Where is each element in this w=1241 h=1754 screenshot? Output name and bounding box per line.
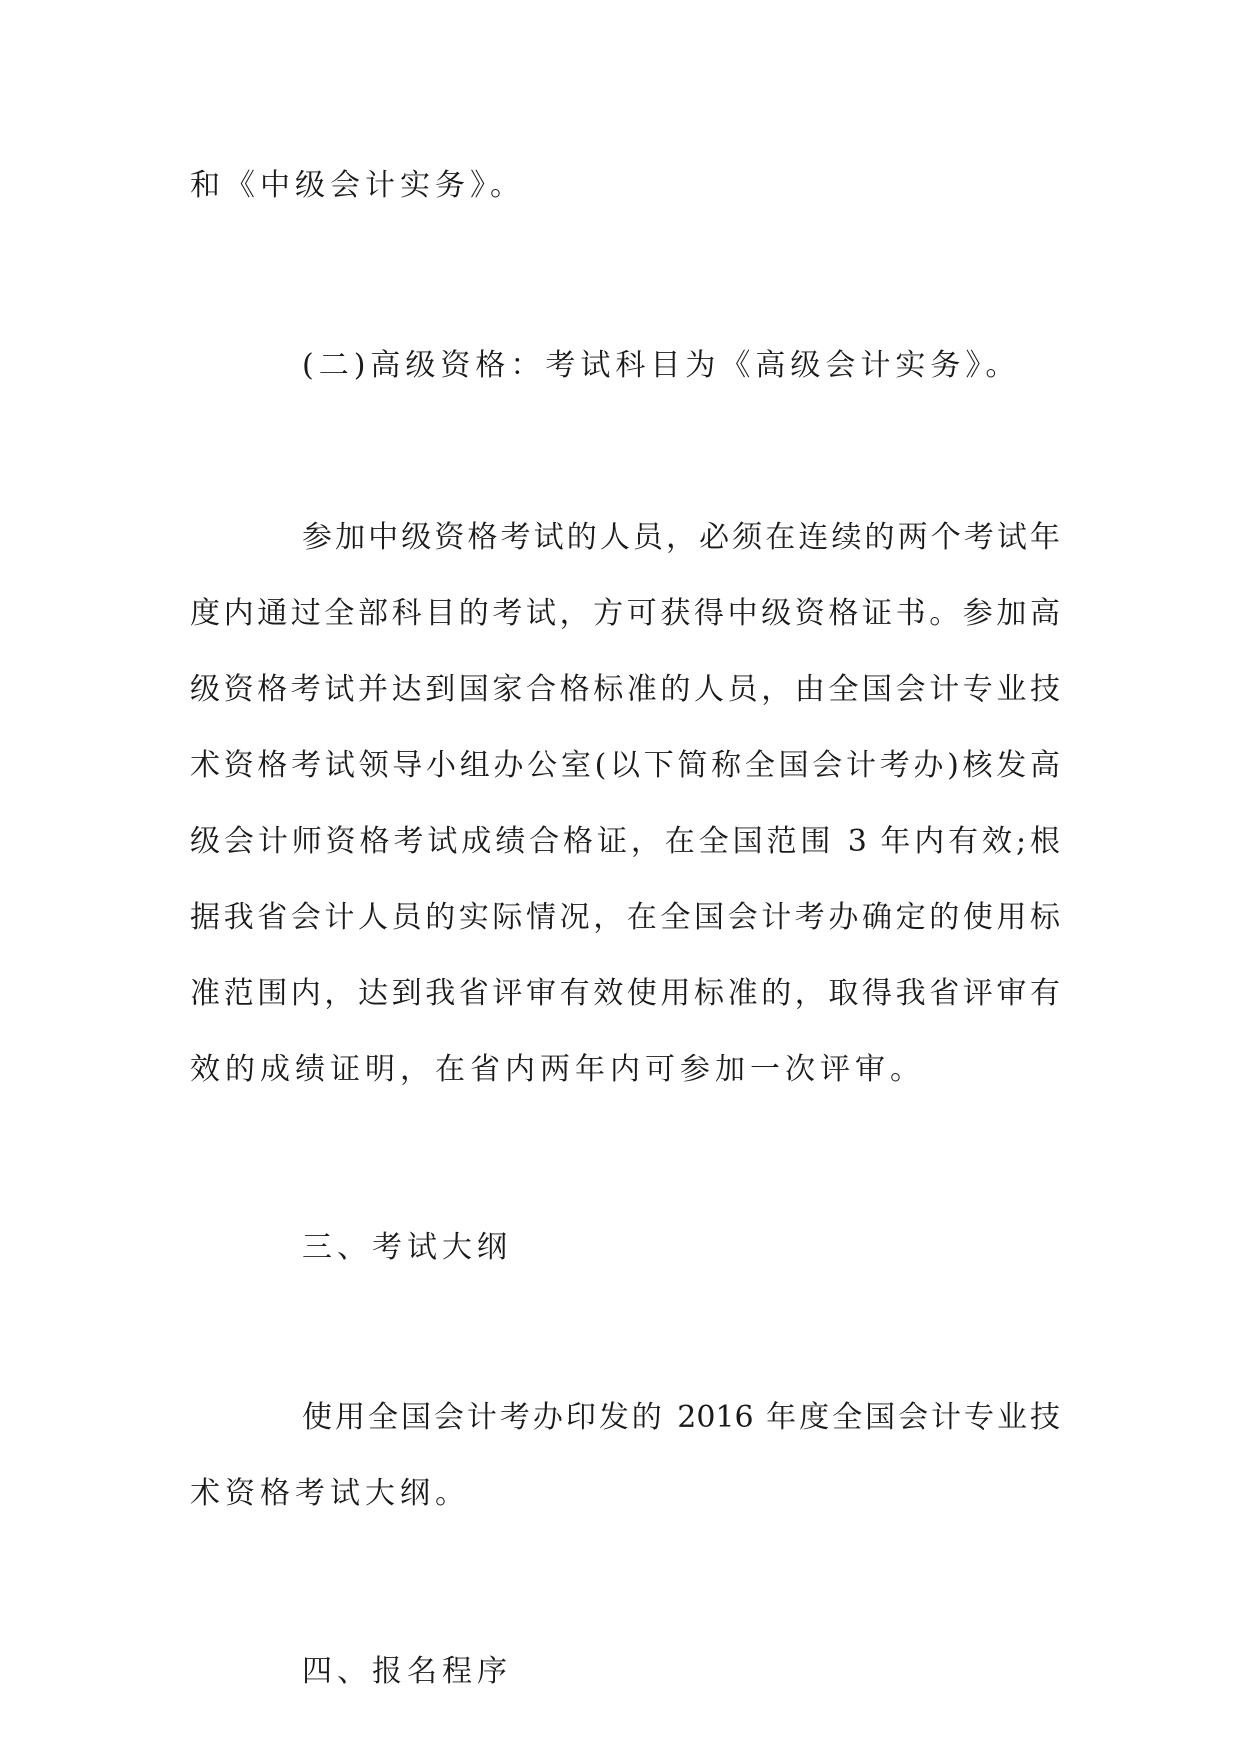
paragraph-line: 参加中级资格考试的人员，必须在连续的两个考试年 — [302, 520, 1060, 555]
paragraph-line: 准范围内，达到我省评审有效使用标准的，取得我省评审有 — [190, 976, 1060, 1011]
paragraph-line: 效的成绩证明，在省内两年内可参加一次评审。 — [190, 1052, 925, 1087]
section-heading: 三、考试大纲 — [302, 1230, 512, 1265]
paragraph-line: 术资格考试大纲。 — [190, 1476, 470, 1511]
section-subheading: (二)高级资格：考试科目为《高级会计实务》。 — [302, 348, 1021, 383]
paragraph-line: 级会计师资格考试成绩合格证，在全国范围 3 年内有效;根 — [190, 824, 1060, 859]
paragraph-line: 术资格考试领导小组办公室(以下简称全国会计考办)核发高 — [190, 748, 1060, 783]
paragraph-line: 使用全国会计考办印发的 2016 年度全国会计专业技 — [302, 1400, 1060, 1435]
paragraph-line: 和《中级会计实务》。 — [190, 168, 525, 203]
paragraph-line: 度内通过全部科目的考试，方可获得中级资格证书。参加高 — [190, 596, 1060, 631]
paragraph-line: 级资格考试并达到国家合格标准的人员，由全国会计专业技 — [190, 672, 1060, 707]
section-heading: 四、报名程序 — [302, 1654, 512, 1689]
paragraph-line: 据我省会计人员的实际情况，在全国会计考办确定的使用标 — [190, 900, 1060, 935]
